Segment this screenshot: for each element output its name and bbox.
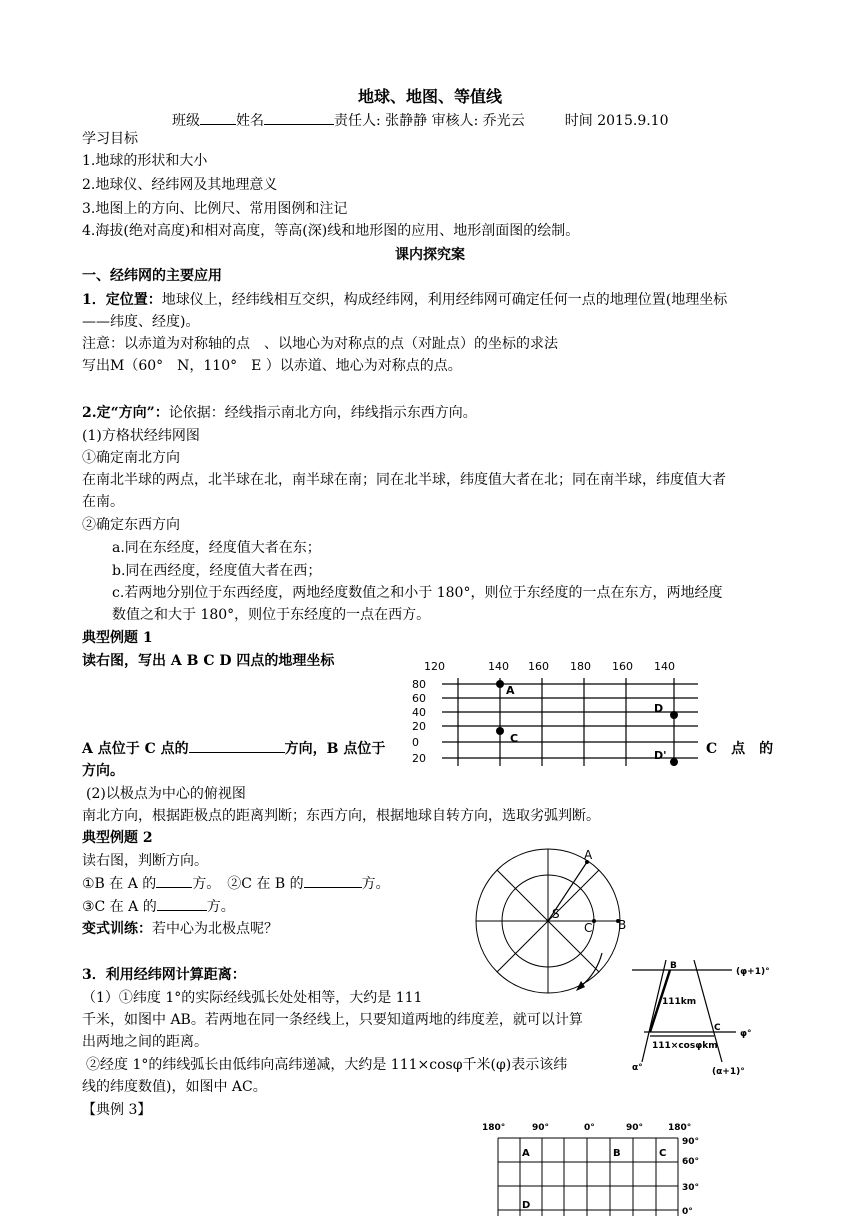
answer-blank[interactable] <box>189 752 285 753</box>
polar-view-diagram <box>468 845 638 1015</box>
section-title: 课内探究案 <box>395 247 465 263</box>
polar-label: C <box>584 921 593 935</box>
header-info-line <box>172 110 669 130</box>
p2-text: 论依据：经线指示南北方向，纬线指示东西方向。 <box>168 405 477 421</box>
q-text: ①B 在 A 的 <box>82 876 157 892</box>
point-label: A <box>522 1148 530 1159</box>
goal-item: 2.地球仪、经纬网及其地理意义 <box>82 177 278 193</box>
lat-label: 30° <box>682 1183 700 1193</box>
date-text: 时间 2015.9.10 <box>564 113 669 129</box>
fig-label: φ° <box>740 1029 752 1039</box>
part3-text: 出两地之间的距离。 <box>82 1034 208 1050</box>
fill-text-b: 方向，B 点位于 <box>284 741 386 757</box>
example2-q0: 读右图，判断方向。 <box>82 853 208 869</box>
responsible-text: 责任人: 张静静 审核人: 乔光云 <box>334 113 525 129</box>
ew-rule-c: c.若两地分别位于东西经度，两地经度数值之和小于 180°，则位于东经度的一点在东方，两地经度 <box>112 585 723 601</box>
goals-heading: 学习目标 <box>82 131 138 147</box>
lat-label: 60 <box>412 692 426 705</box>
example1-grid-map <box>408 658 704 770</box>
lon-label: 120 <box>424 660 445 673</box>
answer-blank[interactable] <box>304 887 362 888</box>
p1-paragraph <box>82 289 727 309</box>
lon-label: 180° <box>482 1123 506 1133</box>
part3-text: ②经度 1°的纬线弧长由低纬向高纬递减，大约是 111×cosφ千米(φ)表示该纬 <box>86 1057 568 1073</box>
lon-label: 160 <box>528 660 549 673</box>
q-text: 方。 <box>206 899 235 915</box>
fig-label: (α+1)° <box>712 1067 745 1077</box>
lon-label: 0° <box>584 1123 595 1133</box>
example2-q2 <box>82 896 235 916</box>
point-label: C <box>659 1148 667 1159</box>
page-title: 地球、地图、等值线 <box>357 87 502 106</box>
ns-title: ①确定南北方向 <box>82 450 180 466</box>
lat-label: 90° <box>682 1137 700 1147</box>
fig-label: C <box>714 1023 721 1033</box>
lat-label: 20 <box>412 720 426 733</box>
name-blank[interactable] <box>264 124 334 125</box>
p1-text-cont: ——纬度、经度)。 <box>82 314 200 330</box>
answer-blank[interactable] <box>156 887 192 888</box>
goal-item: 1.地球的形状和大小 <box>82 153 208 169</box>
lon-label: 180 <box>570 660 591 673</box>
point-label: D' <box>654 749 667 762</box>
fill-text-d: 方向。 <box>82 763 124 779</box>
lat-label: 80 <box>412 678 426 691</box>
part3-text: （1）①纬度 1°的实际经线弧长处处相等，大约是 111 <box>82 990 423 1006</box>
point-label: C <box>510 732 519 745</box>
part3-heading: 3．利用经纬网计算距离： <box>82 967 246 983</box>
fig-label: 111km <box>662 997 697 1007</box>
variant-line <box>82 918 278 938</box>
example3-heading: 【典例 3】 <box>82 1102 152 1118</box>
fig-label: α° <box>632 1063 643 1073</box>
point-label: D <box>654 702 664 715</box>
answer-blank[interactable] <box>157 910 207 911</box>
lon-label: 160 <box>612 660 633 673</box>
example2-heading: 典型例题 2 <box>82 830 153 846</box>
q-text: ③C 在 A 的 <box>82 899 157 915</box>
polar-title: (2)以极点为中心的俯视图 <box>86 786 246 802</box>
ew-title: ②确定东西方向 <box>82 517 180 533</box>
example1-question: 读右图，写出 A B C D 四点的地理坐标 <box>82 653 335 669</box>
note-text: 注意：以赤道为对称轴的点 、以地心为对称点的点（对趾点）的坐标的求法 <box>82 336 558 352</box>
lat-label: 40 <box>412 706 426 719</box>
lon-label: 140 <box>488 660 509 673</box>
name-label: 姓名 <box>236 113 264 129</box>
lat-label: 20 <box>412 752 426 765</box>
lat-label: 60° <box>682 1157 700 1167</box>
grid-title: (1)方格状经纬网图 <box>82 428 200 444</box>
fig-label: 111×cosφkm <box>652 1041 718 1051</box>
polar-label: A <box>584 848 593 862</box>
polar-label: S <box>552 907 560 921</box>
fill-text-c: C 点 的 <box>706 741 774 757</box>
ns-text: 在南北半球的两点，北半球在北，南半球在南；同在北半球，纬度值大者在北；同在南半球，纬度值大者 <box>82 472 726 488</box>
example1-heading: 典型例题 1 <box>82 630 153 646</box>
q-text: 方。 <box>361 876 390 892</box>
lon-label: 180° <box>668 1123 692 1133</box>
p2-label: 2.定“方向”： <box>82 405 169 421</box>
p2-paragraph <box>82 402 477 422</box>
example2-q1 <box>82 873 390 893</box>
point-label: B <box>613 1148 621 1159</box>
ew-rule-a: a.同在东经度，经度值大者在东； <box>112 540 321 556</box>
lat-label: 0 <box>412 736 419 749</box>
p1-text: 地球仪上，经纬线相互交织，构成经纬网，利用经纬网可确定任何一点的地理位置(地理坐标 <box>161 292 728 308</box>
part3-text: 千米，如图中 AB。若两地在同一条经线上，只要知道两地的纬度差，就可以计算 <box>82 1012 583 1028</box>
example3-grid-map <box>480 1118 710 1216</box>
lon-label: 140 <box>654 660 675 673</box>
fill-text-a: A 点位于 C 点的 <box>82 741 189 757</box>
goal-item: 4.海拔(绝对高度)和相对高度，等高(深)线和地形图的应用、地形剖面图的绘制。 <box>82 223 580 239</box>
q-text: 方。 ②C 在 B 的 <box>192 876 304 892</box>
lon-label: 90° <box>532 1123 550 1133</box>
ns-text-cont: 在南。 <box>82 494 124 510</box>
variant-text: 若中心为北极点呢？ <box>152 921 278 937</box>
lat-label: 0° <box>682 1207 693 1216</box>
class-blank[interactable] <box>200 124 236 125</box>
polar-text: 南北方向，根据距极点的距离判断；东西方向，根据地球自转方向，选取劣弧判断。 <box>82 808 600 824</box>
part3-text: 线的纬度数值)，如图中 AC。 <box>82 1079 267 1095</box>
ew-rule-c-cont: 数值之和大于 180°，则位于东经度的一点在西方。 <box>112 607 431 623</box>
polar-label: B <box>618 918 627 932</box>
goal-item: 3.地图上的方向、比例尺、常用图例和注记 <box>82 201 348 217</box>
fig-label: B <box>670 961 677 971</box>
variant-label: 变式训练： <box>82 921 152 937</box>
point-label: D <box>522 1200 531 1211</box>
class-label: 班级 <box>172 113 200 129</box>
fig-label: (φ+1)° <box>736 967 770 977</box>
example1-fill-line <box>82 738 385 758</box>
ew-rule-b: b.同在西经度，经度值大者在西； <box>112 563 322 579</box>
part1-heading: 一、经纬网的主要应用 <box>82 268 222 284</box>
distance-diagram <box>632 956 792 1086</box>
point-label: A <box>506 684 515 697</box>
lon-label: 90° <box>626 1123 644 1133</box>
p1-label: 1．定位置： <box>82 292 162 308</box>
write-question: 写出M（60° N，110° E ）以赤道、地心为对称点的点。 <box>82 358 462 374</box>
